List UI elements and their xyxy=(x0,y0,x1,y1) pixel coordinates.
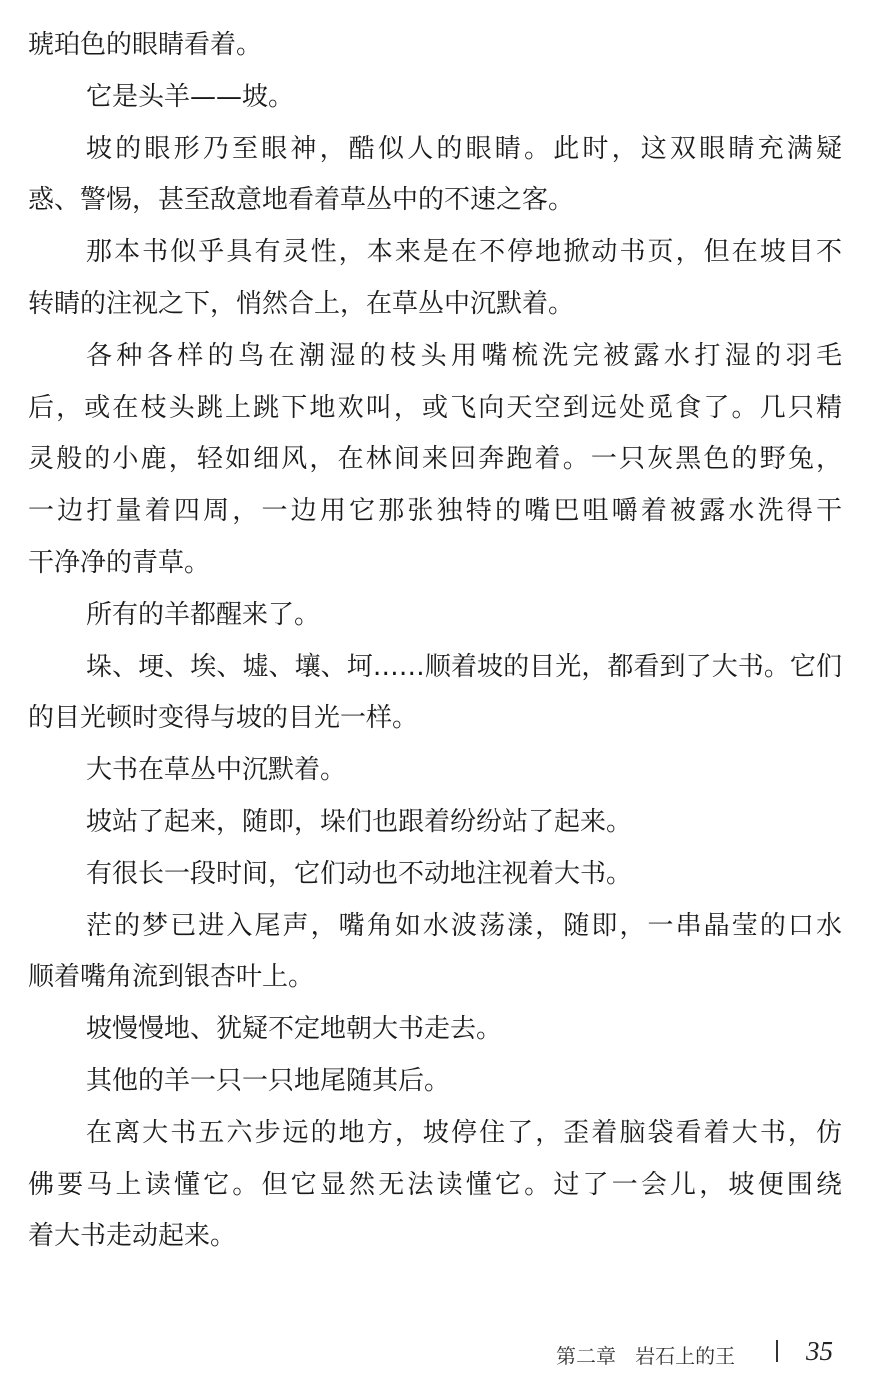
text-line: 着大书走动起来。 xyxy=(28,1221,237,1252)
text-line: 后，或在枝头跳上跳下地欢叫，或飞向天空到远处觅食了。几只精 xyxy=(28,392,842,423)
paragraph xyxy=(28,747,842,799)
paragraph xyxy=(28,851,842,903)
text-line: 坡的眼形乃至眼神，酷似人的眼睛。此时，这双眼睛充满疑 xyxy=(86,133,842,164)
text-line: 惑、警惕，甚至敌意地看着草丛中的不速之客。 xyxy=(28,185,575,216)
text-line: 垛、埂、埃、墟、壤、坷……顺着坡的目光，都看到了大书。它们 xyxy=(86,651,842,682)
text-line: 各种各样的鸟在潮湿的枝头用嘴梳洗完被露水打湿的羽毛 xyxy=(86,340,842,371)
paragraph xyxy=(28,1058,842,1110)
text-line: 它是头羊——坡。 xyxy=(86,81,295,112)
paragraph xyxy=(28,799,842,851)
paragraph xyxy=(28,22,842,74)
text-line: 大书在草丛中沉默着。 xyxy=(86,755,347,786)
body-text xyxy=(28,22,842,1265)
text-line: 坡慢慢地、犹疑不定地朝大书走去。 xyxy=(86,1014,503,1045)
text-line: 转睛的注视之下，悄然合上，在草丛中沉默着。 xyxy=(28,288,575,319)
footer-divider xyxy=(776,1340,778,1362)
paragraph xyxy=(28,903,842,1007)
paragraph xyxy=(28,333,842,592)
running-footer-chapter-title: 第二章 岩石上的王 xyxy=(556,1344,736,1368)
text-line: 琥珀色的眼睛看着。 xyxy=(28,30,263,60)
text-line: 有很长一段时间，它们动也不动地注视着大书。 xyxy=(86,858,633,889)
text-line: 佛要马上读懂它。但它显然无法读懂它。过了一会儿，坡便围绕 xyxy=(28,1169,842,1200)
paragraph xyxy=(28,1006,842,1058)
paragraph xyxy=(28,644,842,748)
text-line: 灵般的小鹿，轻如细风，在林间来回奔跑着。一只灰黑色的野兔， xyxy=(28,444,842,475)
paragraph xyxy=(28,229,842,333)
text-line: 所有的羊都醒来了。 xyxy=(86,599,321,630)
text-line: 那本书似乎具有灵性，本来是在不停地掀动书页，但在坡目不 xyxy=(86,237,842,268)
text-line: 干净净的青草。 xyxy=(28,547,211,578)
text-line: 其他的羊一只一只地尾随其后。 xyxy=(86,1065,451,1096)
text-line: 在离大书五六步远的地方，坡停住了，歪着脑袋看着大书，仿 xyxy=(86,1117,842,1148)
text-line: 一边打量着四周，一边用它那张独特的嘴巴咀嚼着被露水洗得干 xyxy=(28,496,842,527)
paragraph xyxy=(28,74,842,126)
text-line: 坡站了起来，随即，垛们也跟着纷纷站了起来。 xyxy=(86,806,633,837)
text-line: 顺着嘴角流到银杏叶上。 xyxy=(28,962,315,993)
paragraph xyxy=(28,126,842,230)
text-line: 茫的梦已进入尾声，嘴角如水波荡漾，随即，一串晶莹的口水 xyxy=(86,910,842,941)
text-line: 的目光顿时变得与坡的目光一样。 xyxy=(28,703,419,734)
page-number: 35 xyxy=(806,1336,833,1366)
paragraph xyxy=(28,1110,842,1265)
paragraph xyxy=(28,592,842,644)
page-footer xyxy=(0,1336,872,1370)
